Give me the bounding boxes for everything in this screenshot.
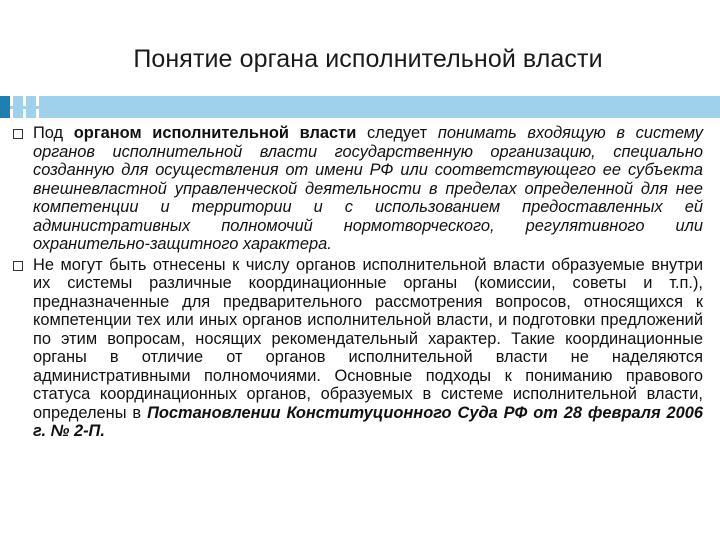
square-bullet-icon [13,129,23,139]
title-divider [0,96,720,118]
bullet-text [33,124,703,254]
text-run: Не могут быть отнесены к числу органов исполнительной власти образуемые внутри их системы различные координационные органы (комиссии, советы и т.п.), предназначенные для предварительного рассмотрения вопросов, относящихся к компетенции тех или иных органов исполнительной власти, и подготовки предложений по этим вопросам, носящих рекомендательный характер. Такие координационные органы в отличие от органов исполнительной власти не наделяются административными полномочиями. Основные подходы к пониманию правового статуса координационных органов, образуемых в системе исполнительной власти, определены в [33,255,703,422]
bullet-item-definition [13,124,703,254]
text-run: Под [33,124,74,142]
divider-block-1 [0,96,10,118]
slide-content [13,124,703,441]
text-run-bold: органом исполнительной власти [73,124,357,142]
text-run: следует [356,124,438,142]
bullet-text [33,256,703,441]
slide-title: Понятие органа исполнительной власти [133,45,603,73]
divider-block-3 [26,96,36,118]
text-run-bold-italic: Постановлении Конституционного Суда РФ от 28 февраля 2006 г. № 2-П. [33,403,704,440]
square-bullet-icon [13,261,23,271]
divider-block-4 [39,96,720,118]
divider-block-2 [13,96,23,118]
bullet-item-coordination-bodies [13,256,703,441]
text-run-italic: понимать входящую в систему органов исполнительной власти государственную организацию, специально созданную для осуществления от имени РФ или соответствующего ее субъекта внешневластной управленческой деятельности в пределах определенной для нее компетенции и территории и с использованием предоставленных ей административных полномочий нормотворческого, регулятивного или охранительно-защитного характера. [33,124,704,253]
